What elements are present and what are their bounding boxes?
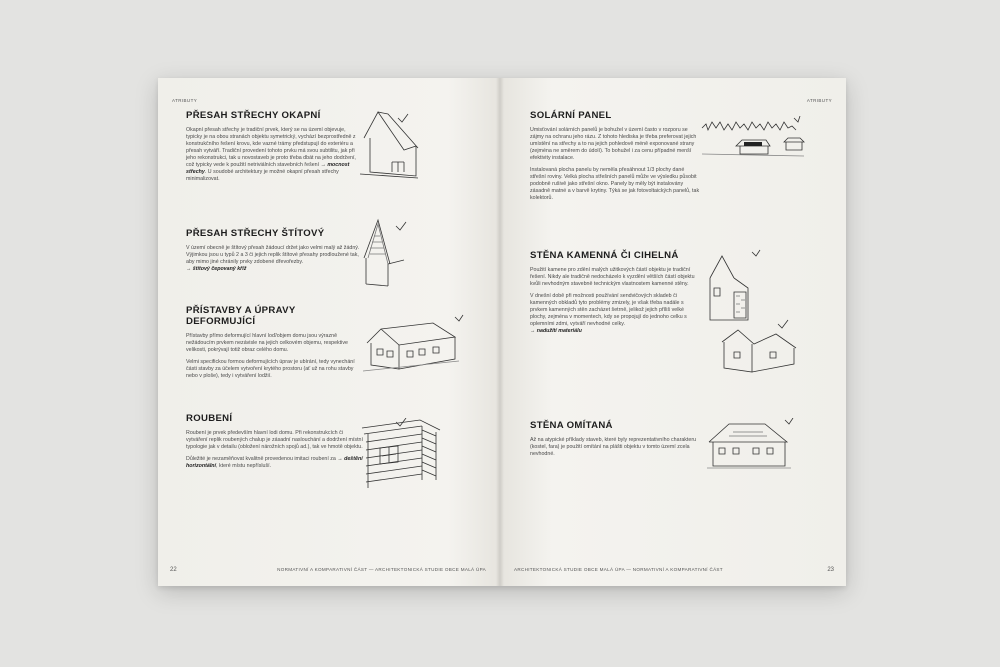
illustration-solar-panel <box>700 116 810 166</box>
section-title: PŘESAH STŘECHY ŠTÍTOVÝ <box>186 228 325 239</box>
section-title: PŘÍSTAVBY A ÚPRAVY DEFORMUJÍCÍ <box>186 305 296 327</box>
running-head: ATRIBUTY <box>806 98 832 103</box>
body-text-2: Instalovaná plocha panelu by neměla přesáhnout 1/3 plochy dané střešní roviny. Velká plocha střešních panelů může ve výsledku působit podobně rušivě jako střešní okno. Panely by měly být instalovány zásadně matné a v barvě krytiny. Týká se jak fotovoltaických panelů, tak kolektorů. <box>530 167 700 201</box>
page-footer: ARCHITEKTONICKÁ STUDIE OBCE MALÁ ÚPA — NORMATIVNÍ A KOMPARATIVNÍ ČÁST <box>514 567 723 572</box>
body-text: Přístavby přímo deformující hlavní loď/objem domu jsou výrazně nežádoucím prvkem nezávisle na jejich celkovém objemu, respektive velikosti, pokrývají totiž obraz celého domu. <box>186 333 348 353</box>
section-stone-brick-wall <box>530 250 700 340</box>
section-roof-eave-overhang <box>186 110 361 188</box>
section-body <box>186 127 361 183</box>
section-title: ROUBENÍ <box>186 413 233 424</box>
section-body <box>186 430 364 470</box>
section-title: STĚNA KAMENNÁ ČI CIHELNÁ <box>530 250 679 261</box>
section-body <box>530 267 700 335</box>
section-extensions-deforming <box>186 305 364 385</box>
body-text-2: Velmi specifickou formou deformujících úprav je ubírání, tedy vynechání části stavby za účelem vytvoření krytého prostoru (ať už na rohu stavby nebo v ploše), tedy i vytváření lodžií. <box>186 359 355 379</box>
section-title: STĚNA OMÍTANÁ <box>530 420 613 431</box>
section-log-construction <box>186 413 364 475</box>
illustration-log-corner <box>360 418 460 498</box>
section-solar-panel <box>530 110 700 207</box>
page-number: 23 <box>827 567 834 573</box>
reference-link[interactable]: → deštění horizontální <box>186 456 363 469</box>
illustration-gable-overhang <box>358 218 458 288</box>
right-page <box>500 78 846 586</box>
body-text: Umisťování solárních panelů je bohužel v území často v rozporu se zájmy na ochranu jeho rázu. Z tohoto hlediska je třeba preferovat jejich umístění na střechy a to na jejich pohledově méně exponované strany (zejména ne směrem do údolí). To bohužel i za cenu případné menší efektivity instalace. <box>530 127 697 161</box>
running-head: ATRIBUTY <box>172 98 198 103</box>
illustration-extension <box>363 313 473 373</box>
reference-link[interactable]: → štítový čepovaný kříž <box>186 266 247 272</box>
body-text: Použití kamene pro zdění malých užitkových částí objektu je tradiční řešení. Nikdy ale tradičně nedocházelo k vyzdění větších částí objektu kvůli nevhodným stavebně technickým vlastnostem kamenné stěny. <box>530 267 695 287</box>
left-page <box>158 78 500 586</box>
body-text-2: Důležité je nezaměňovat kvalitně provedenou imitaci roubení za <box>186 456 336 462</box>
section-body <box>530 127 700 202</box>
page-number: 22 <box>170 567 177 573</box>
section-body <box>186 245 361 273</box>
section-title: PŘESAH STŘECHY OKAPNÍ <box>186 110 321 121</box>
book-gutter <box>496 78 504 586</box>
illustration-eave-overhang <box>358 110 458 180</box>
body-text-after: . U soudobé architektury je možné okapní přesah střechy minimalizovat. <box>186 169 339 182</box>
body-text-after: , které místu nepřísluší. <box>216 463 272 469</box>
body-text-2: V dnešní době při možnosti používání sendvičových skladeb či kamenných obkladů tyto problémy zmizely, je však třeba nadále s prvkem kamenných stěn zacházet šetrně, jelikož jejich příliš velké plochy, zejména v momentech, kdy se propojují do jednoho celku s oplemními zdmi, vytváří nevhodné celky. <box>530 293 687 327</box>
illustration-plastered-wall <box>705 418 805 478</box>
section-roof-gable-overhang <box>186 228 361 278</box>
body-text: Až na atypické příklady staveb, které byly reprezentativního charakteru (kostel, fara) je použití omítání na plášti objektu v tomto území zcela nevhodné. <box>530 437 697 457</box>
reference-link[interactable]: → nadužití materiálu <box>530 328 582 334</box>
body-text: V území obecně je štítový přesah žádoucí držet jako velmi malý až žádný. Výjimkou jsou u typů 2 a 3 či jejich replik štítové přesahy prodloužené tak, aby mimo jiné chránily prvky zdobené dřevořezby. <box>186 245 360 265</box>
section-body <box>530 437 700 458</box>
page-footer: NORMATIVNÍ A KOMPARATIVNÍ ČÁST — ARCHITEKTONICKÁ STUDIE OBCE MALÁ ÚPA <box>277 567 486 572</box>
section-body <box>186 333 364 380</box>
booklet-spread <box>158 78 846 586</box>
section-title: SOLÁRNÍ PANEL <box>530 110 612 121</box>
reference-link[interactable]: → mocnost střechy <box>186 162 350 175</box>
illustration-stone-wall <box>700 248 810 388</box>
section-plastered-wall <box>530 420 700 463</box>
body-text: Roubení je prvek především hlavní lodi domu. Při rekonstrukcích či vytváření replik roubených chalup je zásadní naslouchání a dodržení místní typologie jak v detailu (obložení nárožních spojů ad.), tak ve hmotě objektu. <box>186 430 363 450</box>
body-text: Okapní přesah střechy je tradiční prvek, který se na území objevuje, typicky je na obou stranách objektu symetrický, vychází bezprostředně z konstrukčního řešení krovu, kde vazné trámy předstupují do exteriéru a přesah vytváří. Tradiční provedení tohoto prvku má svou subtilitu, jak při jeho rekonstrukci, tak u novostaveb je proto třeba dbát na jeho dodržení, což typicky vede k použití netriviálních stavebních řešení <box>186 127 356 168</box>
